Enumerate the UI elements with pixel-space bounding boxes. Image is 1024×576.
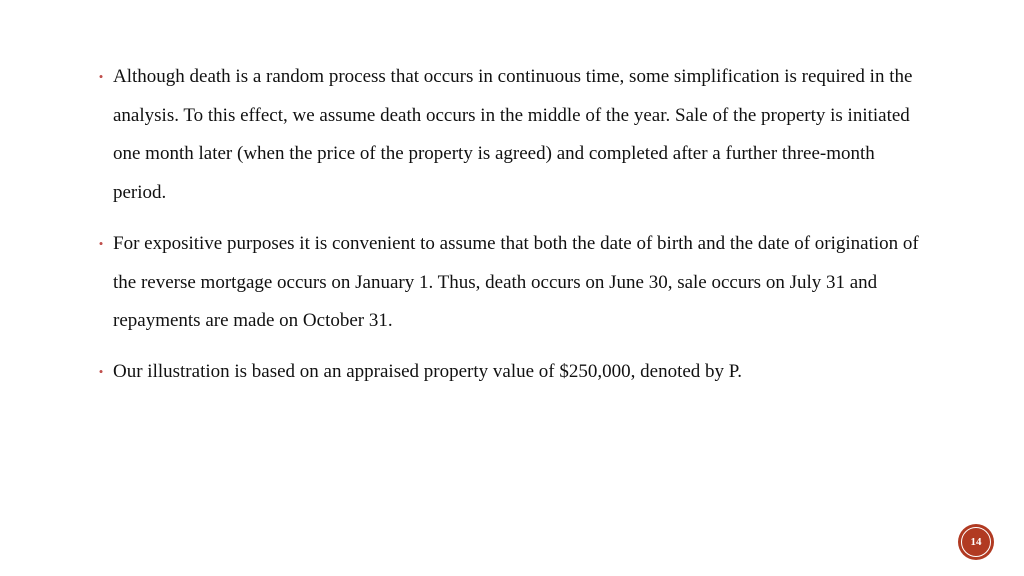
bullet-icon: •: [98, 363, 104, 379]
page-number: 14: [970, 536, 982, 548]
bullet-icon: •: [98, 235, 104, 251]
bullet-item: [95, 225, 925, 341]
bullet-text: Our illustration is based on an appraised property value of $250,000, denoted by P.: [113, 360, 742, 382]
bullet-item: [95, 353, 925, 392]
page-number-badge: [958, 524, 994, 560]
bullet-text: For expositive purposes it is convenient to assume that both the date of birth and the date of origination of the reverse mortgage occurs on January 1. Thus, death occurs on June 30, sale occurs on July 31 and repayments are made on October 31.: [113, 232, 919, 332]
bullet-icon: •: [98, 69, 104, 84]
bullet-item: [95, 58, 925, 213]
bullet-list: [95, 58, 925, 404]
bullet-text: Although death is a random process that occurs in continuous time, some simplification is required in the analysis. To this effect, we assume death occurs in the middle of the year. Sale of the property is initiated one month later (when the price of the property is agreed) and completed after a further three-month period.: [113, 66, 913, 204]
